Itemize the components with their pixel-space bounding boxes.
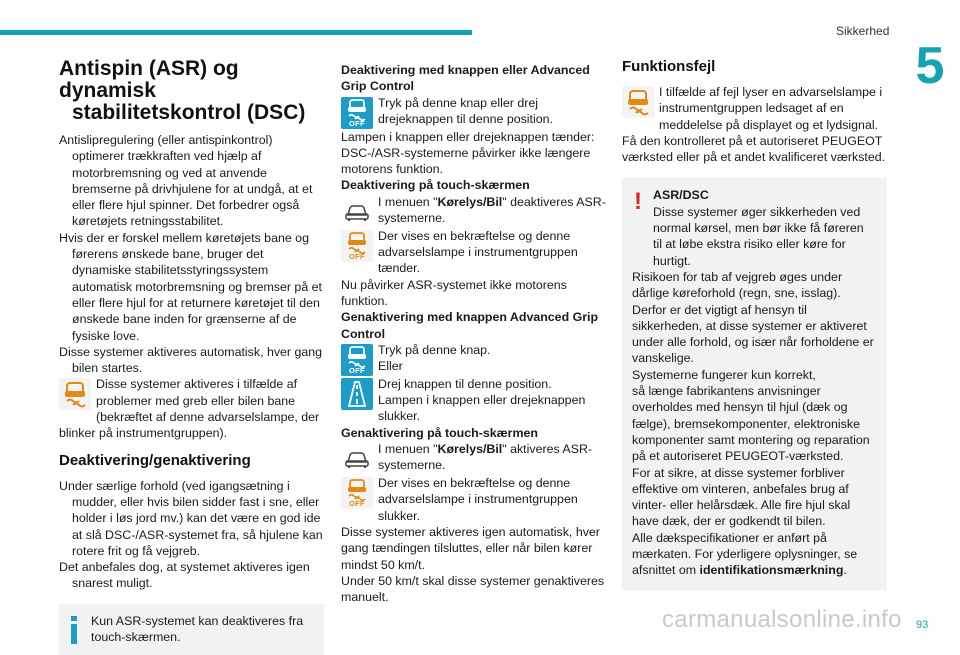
skid-off-button-icon	[341, 97, 373, 129]
column-middle	[341, 62, 606, 605]
deactivation-paragraph: Under særlige forhold (ved igangsætning i mudder, eller hvis bilen sidder fast i sne, eller holder i løs jord mv.) kan det være en god ide at slå DSC-/ASR-systemet fra, så hjulene kan rotere frit og få vejgreb.	[59, 478, 323, 558]
road-icon	[341, 378, 373, 410]
touch2-menu-row	[341, 441, 606, 475]
skid-warning-icon	[59, 378, 91, 410]
skid-warning-icon-2	[622, 86, 654, 118]
skid-off-button-icon-2	[341, 344, 373, 376]
touch-menu-text-post: " deaktiveres ASR-systemerne.	[378, 194, 606, 226]
off-label: OFF	[349, 118, 365, 128]
touch2-menu-text-post: " aktiveres ASR-systemerne.	[378, 442, 593, 473]
page-title-line1: Antispin (ASR) og dynamisk	[59, 57, 239, 102]
auto-reactivation-text: Disse systemer aktiveres igen automatisk, hver gang tændingen tilsluttes, eller når bilen kører mindst 50 km/t.	[341, 524, 600, 572]
recommendation-paragraph: Det anbefales dog, at systemet aktiveres igen snarest muligt.	[59, 560, 310, 591]
page-title	[59, 58, 324, 124]
off-label-orange: OFF	[349, 251, 365, 261]
react-lamp-text: Lampen i knappen eller drejeknappen slukker.	[378, 393, 586, 424]
warning-paragraph-5: For at sikre, at disse systemer forbliver effektive om vinteren, anbefales brug af vinter- eller helårsdæk. Alle fire hjul skal have dæk, der er godkendt til bilen.	[632, 465, 851, 529]
fault-row	[622, 84, 887, 133]
watermark: carmanualsonline.info	[662, 606, 902, 633]
touch2-menu-text-pre: I menuen "	[378, 442, 438, 457]
info-box	[59, 604, 324, 655]
column-right	[622, 58, 887, 590]
warning-paragraph-2: Risikoen for tab af vejgreb øges under dårlige køreforhold (regn, sne, isslag). Derfor er det vigtigt af hensyn til sikkerheden, at disse systemer er aktiveret under alle forhold, og især når forholdene er vanskelige.	[632, 269, 874, 366]
off-lamp-row	[341, 228, 606, 277]
warning-paragraph-6: Alle dækspecifikationer er anført på mærkaten. For yderligere oplysninger, se afsnittet om	[632, 530, 858, 578]
warning-heading: ASR/DSC	[653, 188, 709, 203]
malfunction-heading: Funktionsfejl	[622, 58, 716, 75]
fault-text: I tilfælde af fejl lyser en advarselslampe i instrumentgruppen ledsaget af en meddelelse på displayet og et lydsignal.	[659, 85, 883, 132]
touch-deactivation-heading: Deaktivering på touch-skærmen	[341, 178, 530, 193]
warning-paragraph-3: Systemerne fungerer kun korrekt,	[632, 367, 816, 382]
skid-off-warning-icon-2	[341, 477, 373, 509]
react-dial-row	[341, 376, 606, 425]
column-left	[59, 58, 324, 655]
off-label-2: OFF	[349, 365, 365, 375]
page-number: 93	[916, 619, 929, 631]
car-icon-2	[341, 443, 373, 475]
identification-link: identifikationsmærkning	[699, 563, 844, 578]
dsc-paragraph: Hvis der er forskel mellem køretøjets bane og førerens ønskede bane, bruger det dynamiske stabilitetsstyringssystem automatisk motorbremsning og bremser på et eller flere hjul for at returnere køretøjet til den ønskede bane inden for grænserne af de fysiske love.	[59, 230, 322, 343]
react-or-text: Eller	[378, 359, 403, 374]
react-button-row	[341, 342, 606, 376]
touch-menu-row	[341, 194, 606, 228]
warning-paragraph-4: så længe fabrikantens anvisninger overholdes med hensyn til hjul (dæk og fælge), bremsekomponenter, elektroniske komponenter samt montering og reparation på et autoriseret PEUGEOT-værksted.	[632, 384, 870, 464]
section-label: Sikkerhed	[836, 24, 890, 38]
header-accent-bar	[0, 30, 472, 35]
button-deactivation-heading: Deaktivering med knappen eller Advanced Grip Control	[341, 63, 590, 94]
reactivation-heading: Genaktivering med knappen Advanced Grip Control	[341, 310, 599, 341]
touch-menu-text-pre: I menuen "	[378, 194, 438, 209]
touch2-lamp-row	[341, 475, 606, 524]
chapter-number: 5	[915, 37, 945, 95]
touch-menu-bold: Kørelys/Bil	[437, 194, 503, 209]
warning-lamp-text: Disse systemer aktiveres i tilfælde af problemer med greb eller bilen bane (bekræftet af denne advarselslampe, der blinker på instrumentgruppen).	[59, 377, 320, 441]
button-lamp-text: Lampen i knappen eller drejeknappen tænder:	[341, 129, 595, 144]
react-dial-text: Drej knappen til denne position.	[378, 376, 552, 391]
touch-lamp-text: Der vises en bekræftelse og denne advarselslampe i instrumentgruppen tænder.	[378, 228, 578, 276]
intro-paragraph: Antislipregulering (eller antispinkontrol) optimerer trækkraften ved hjælp af motorbremsning og ved at anvende bremserne på drivhjulene for at undgå, at et eller flere hjul spinner. Det forbedrer også køretøjets retningsstabilitet.	[59, 133, 313, 229]
off-label-orange-2: OFF	[349, 499, 365, 509]
info-text: Kun ASR-systemet kan deaktiveres fra touch-skærmen.	[91, 613, 304, 645]
car-icon	[341, 196, 373, 228]
deactivation-heading: Deaktivering/genaktivering	[59, 451, 251, 469]
warning-intro: Disse systemer øger sikkerheden ved normal kørsel, men bør ikke få føreren til at løbe ekstra risiko eller køre for hurtigt.	[653, 204, 864, 268]
warning-paragraph-6-end: .	[843, 563, 847, 578]
warning-box	[622, 178, 887, 589]
off-button-row	[341, 95, 606, 129]
react-press-text: Tryk på denne knap.	[378, 342, 491, 357]
button-press-text: Tryk på denne knap eller drej drejeknappen til denne position.	[378, 95, 553, 126]
button-result-text: DSC-/ASR-systemerne påvirker ikke længere motorens funktion.	[341, 145, 591, 177]
auto-activation-paragraph: Disse systemer aktiveres automatisk, hver gang bilen startes.	[59, 344, 323, 376]
exclamation-icon: !	[634, 188, 642, 216]
touch2-lamp-text: Der vises en bekræftelse og denne advarselslampe i instrumentgruppen slukker.	[378, 476, 578, 523]
touch-reactivation-heading: Genaktivering på touch-skærmen	[341, 425, 538, 440]
skid-off-warning-icon	[341, 230, 373, 262]
below-50-text: Under 50 km/t skal disse systemer genaktiveres manuelt.	[341, 573, 605, 605]
page-title-line2: stabilitetskontrol (DSC)	[72, 101, 306, 124]
fault-action-text: Få den kontrolleret på et autoriseret PEUGEOT værksted eller på et andet kvalificeret værksted.	[622, 133, 886, 165]
touch-result-text: Nu påvirker ASR-systemet ikke motorens funktion.	[341, 277, 567, 308]
touch2-menu-bold: Kørelys/Bil	[437, 442, 503, 457]
warning-lamp-row	[59, 376, 324, 441]
